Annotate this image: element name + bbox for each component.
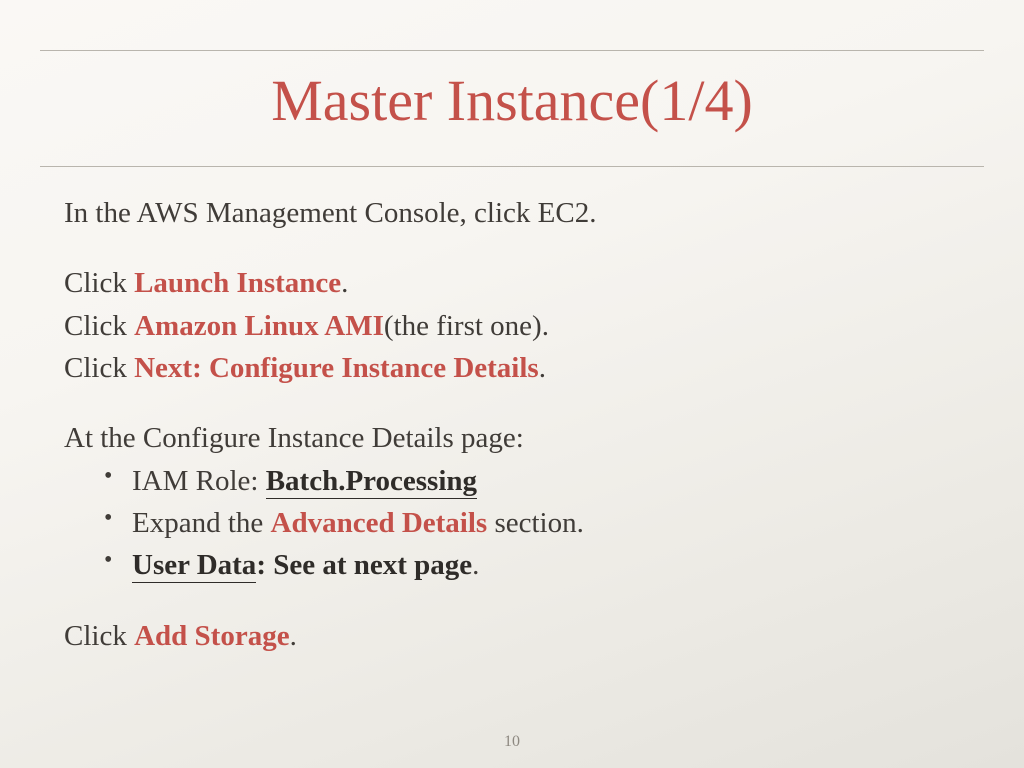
step-3 [64,347,964,389]
step-2 [64,305,964,347]
bullet-2-suffix: section. [487,506,584,539]
bullet-3-bold: See at next page [273,549,473,582]
spacer-2 [64,389,964,417]
intro-line [64,192,964,234]
slide-body [64,192,964,657]
final-step-accent: Add Storage [134,619,290,652]
step-2-prefix: Click [64,309,135,342]
step-2-accent: Amazon Linux AMI [134,309,384,342]
final-step-prefix: Click [64,619,135,652]
bullet-3-suffix: . [472,549,480,582]
page-number: 10 [504,733,520,750]
step-1-accent: Launch Instance [134,267,342,300]
intro-text: In the AWS Management Console, click EC2. [64,197,597,229]
details-heading: At the Configure Instance Details page: [64,422,524,455]
title-bottom-divider [40,166,984,167]
bullet-3-mid: : [256,549,274,582]
step-3-prefix: Click [64,351,135,384]
bullet-2-prefix: Expand the [132,506,271,539]
step-1-suffix: . [341,267,349,300]
title-top-divider [40,50,984,51]
final-step-suffix: . [289,619,297,652]
step-1-prefix: Click [64,267,135,300]
spacer-1 [64,234,964,262]
details-bullet-list [64,460,964,587]
list-item [100,502,964,544]
step-3-suffix: . [538,351,546,384]
step-3-accent: Next: Configure Instance Details [134,351,539,384]
step-2-suffix: (the first one). [383,309,549,342]
spacer-3 [64,587,964,615]
list-item [100,544,964,586]
bullet-1-prefix: IAM Role: [132,464,266,497]
list-item [100,460,964,502]
bullet-1-emphasis: Batch.Processing [265,464,478,497]
final-step [64,615,964,657]
step-1 [64,262,964,304]
page-title: Master Instance(1/4) [271,68,753,133]
bullet-3-emphasis: User Data [132,549,257,582]
bullet-2-accent: Advanced Details [270,506,488,539]
